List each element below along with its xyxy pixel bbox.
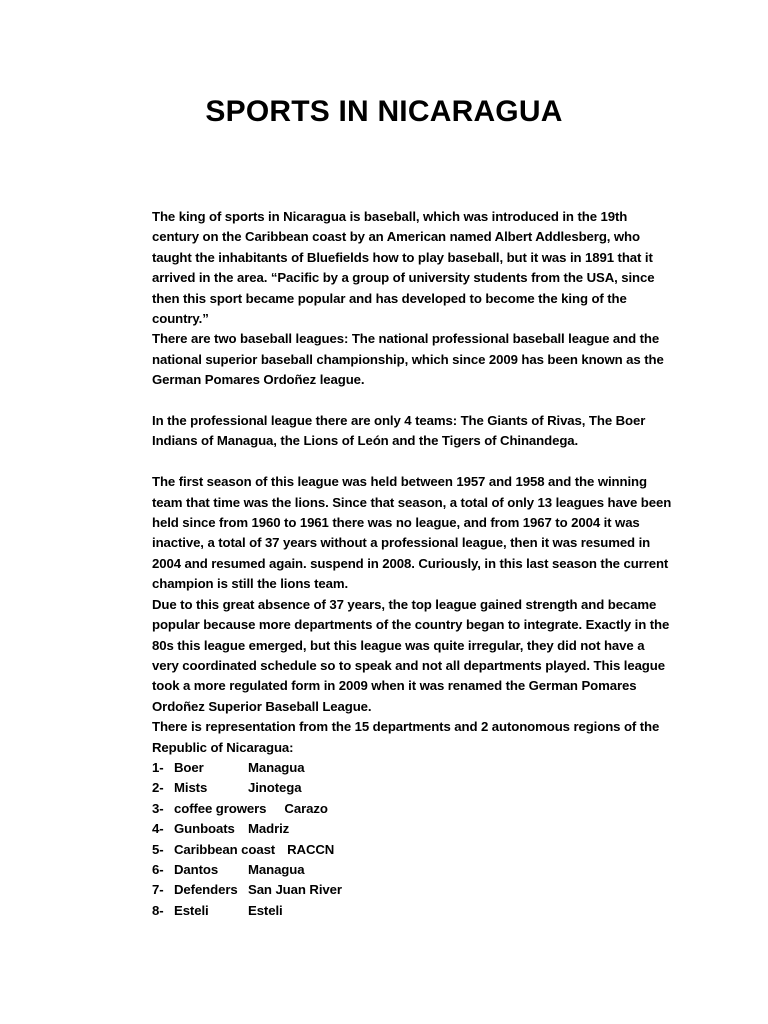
paragraph-representation: There is representation from the 15 departments and 2 autonomous regions of the Republic of Nicaragua:: [152, 719, 660, 755]
list-item-team: Mists: [174, 780, 208, 796]
page-title-text: SPORTS IN NICARAGUA: [205, 95, 563, 128]
list-item-place: RACCN: [287, 841, 335, 857]
list-item-number: 4-: [152, 821, 164, 837]
paragraph-gap: [152, 452, 672, 472]
paragraph-leagues: There are two baseball leagues: The national professional baseball league and the national superior baseball championship, which since 2009 has been known as the German Pomares Ordoñez league.: [152, 331, 664, 388]
list-item-team: Gunboats: [174, 821, 235, 837]
list-item: [152, 840, 672, 860]
paragraph-top-league: Due to this great absence of 37 years, the top league gained strength and became popular because more departments of the country began to integrate. Exactly in the 80s this league emerged, but this league was quite irregular, they did not have a very coordinated schedule so to speak and not all departments played. This league took a more regulated form in 2009 when it was renamed the German Pomares Ordoñez Superior Baseball League.: [152, 596, 670, 714]
list-item-number: 3-: [152, 800, 164, 816]
paragraph-first-season: The first season of this league was held between 1957 and 1958 and the winning team that time was the lions. Since that season, a total of only 13 leagues have been held since from 1960 to 1961 there was no league, and from 1967 to 2004 it was inactive, a total of 37 years without a professional league, then it was resumed in 2004 and resumed again. suspend in 2008. Curiously, in this last season the current champion is still the lions team.: [152, 474, 672, 592]
list-item: [152, 880, 672, 900]
list-item-number: 1-: [152, 759, 164, 775]
list-item-team: Esteli: [174, 902, 209, 918]
list-item-team: Caribbean coast: [174, 841, 276, 857]
paragraph-gap: [152, 391, 672, 411]
list-item: [152, 819, 672, 839]
list-item-team: Dantos: [174, 861, 219, 877]
list-item-number: 2-: [152, 780, 164, 796]
list-item-team: Defenders: [174, 882, 238, 898]
list-item-team: Boer: [174, 759, 204, 775]
list-item: [152, 860, 672, 880]
list-item-place: Managua: [248, 861, 305, 877]
paragraph-intro: The king of sports in Nicaragua is baseball, which was introduced in the 19th century on the Caribbean coast by an American named Albert Addlesberg, who taught the inhabitants of Bluefields how to play baseball, but it was in 1891 that it arrived in the area. “Pacific by a group of university students from the USA, since then this sport became popular and has developed to become the king of the country.”: [152, 209, 655, 327]
list-item-place: Carazo: [284, 800, 328, 816]
list-item-number: 6-: [152, 861, 164, 877]
list-item-number: 5-: [152, 841, 164, 857]
paragraph-professional-teams: In the professional league there are only 4 teams: The Giants of Rivas, The Boer Indians of Managua, the Lions of León and the Tigers of Chinandega.: [152, 413, 646, 449]
list-item: [152, 901, 672, 921]
team-list: [152, 758, 672, 921]
document-body: [152, 207, 672, 921]
list-item: [152, 778, 672, 798]
list-item: [152, 799, 672, 819]
page-title: [0, 95, 768, 129]
list-item-place: Jinotega: [248, 780, 302, 796]
list-item-number: 7-: [152, 882, 164, 898]
list-item-place: Managua: [248, 759, 305, 775]
list-item-place: Esteli: [248, 902, 283, 918]
list-item-place: San Juan River: [248, 882, 342, 898]
list-item-place: Madriz: [248, 821, 290, 837]
list-item-team: coffee growers: [174, 800, 267, 816]
list-item-number: 8-: [152, 902, 164, 918]
list-item: [152, 758, 672, 778]
